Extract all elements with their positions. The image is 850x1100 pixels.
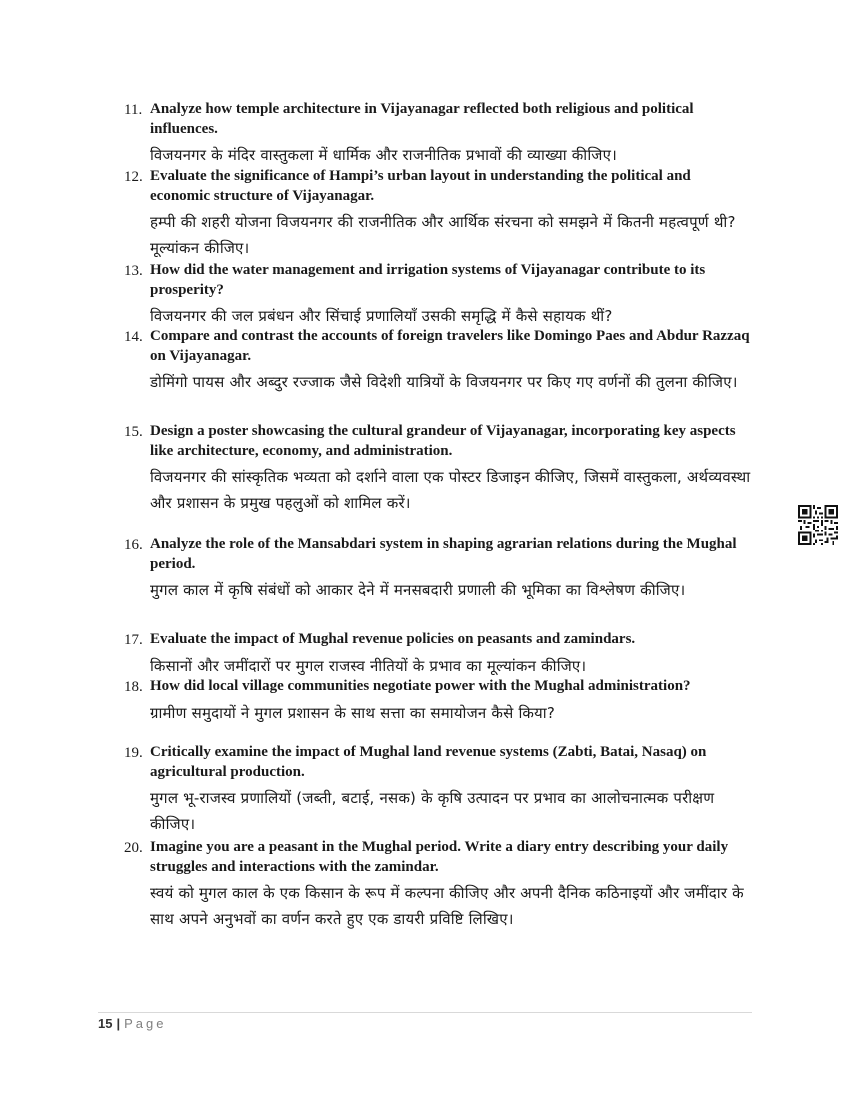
question-text-hindi: मुगल काल में कृषि संबंधों को आकार देने में मनसबदारी प्रणाली की भूमिका का विश्लेषण कीजिए। [150,581,686,599]
page-label: Page [124,1016,167,1031]
question-15 [124,422,752,516]
question-text-english: How did the water management and irrigation systems of Vijayanagar contribute to its prosperity? [150,262,706,298]
question-text-hindi: विजयनगर की सांस्कृतिक भव्यता को दर्शाने वाला एक पोस्टर डिजाइन कीजिए, जिसमें वास्तुकला, अर्थव्यवस्था और प्रशासन के प्रमुख पहलुओं को शामिल करें। [150,468,751,512]
question-text-hindi: विजयनगर के मंदिर वास्तुकला में धार्मिक और राजनीतिक प्रभावों की व्याख्या कीजिए। [150,146,617,164]
question-text-english: Imagine you are a peasant in the Mughal period. Write a diary entry describing your daily struggles and interactions with the zamindar. [150,839,729,875]
page-footer [98,1016,166,1031]
qr-code-icon [798,505,838,545]
question-18 [124,677,752,726]
question-number: 12. [124,169,143,185]
question-text-english: Evaluate the impact of Mughal revenue policies on peasants and zamindars. [150,631,636,647]
question-text-hindi: मुगल भू-राजस्व प्रणालियों (जब्ती, बटाई, नसक) के कृषि उत्पादन पर प्रभाव का आलोचनात्मक परीक्षण कीजिए। [150,789,715,833]
question-text-english: Critically examine the impact of Mughal land revenue systems (Zabti, Batai, Nasaq) on agricultural production. [150,744,707,780]
question-20 [124,838,752,932]
question-text-hindi: डोमिंगो पायस और अब्दुर रज्जाक जैसे विदेशी यात्रियों के विजयनगर पर किए गए वर्णनों की तुलना कीजिए। [150,373,738,391]
question-number: 20. [124,840,143,856]
question-text-english: Design a poster showcasing the cultural grandeur of Vijayanagar, incorporating key aspects like architecture, economy, and administration. [150,423,736,459]
question-14 [124,327,752,395]
question-19 [124,743,752,837]
question-number: 17. [124,632,143,648]
question-text-hindi: हम्पी की शहरी योजना विजयनगर की राजनीतिक और आर्थिक संरचना को समझने में कितनी महत्वपूर्ण थी? मूल्यांकन कीजिए। [150,213,736,257]
question-number: 18. [124,679,143,695]
question-number: 11. [124,102,143,118]
question-text-hindi: किसानों और जमींदारों पर मुगल राजस्व नीतियों के प्रभाव का मूल्यांकन कीजिए। [150,656,587,675]
footer-separator: | [116,1016,121,1031]
page-number: 15 [98,1016,113,1031]
question-number: 13. [124,263,143,279]
question-12 [124,167,752,261]
question-text-hindi: विजयनगर की जल प्रबंधन और सिंचाई प्रणालियाँ उसकी समृद्धि में कैसे सहायक थीं? [150,307,613,325]
question-13 [124,261,752,329]
question-text-english: How did local village communities negotiate power with the Mughal administration? [150,678,691,694]
footer-divider [98,1012,752,1013]
question-text-english: Analyze the role of the Mansabdari system in shaping agrarian relations during the Mughal period. [150,536,737,572]
question-text-english: Analyze how temple architecture in Vijayanagar reflected both religious and political influences. [150,101,694,137]
question-text-hindi: स्वयं को मुगल काल के एक किसान के रूप में कल्पना कीजिए और अपनी दैनिक कठिनाइयों और जमींदार के साथ अपने अनुभवों का वर्णन करते हुए एक डायरी प्रविष्टि लिखिए। [150,884,744,928]
question-text-english: Evaluate the significance of Hampi’s urban layout in understanding the political and economic structure of Vijayanagar. [150,168,691,204]
question-11 [124,100,752,168]
question-text-hindi: ग्रामीण समुदायों ने मुगल प्रशासन के साथ सत्ता का समायोजन कैसे किया? [150,703,556,722]
question-number: 19. [124,745,143,761]
question-16 [124,535,752,603]
question-number: 14. [124,329,143,345]
question-number: 16. [124,537,143,553]
question-text-english: Compare and contrast the accounts of foreign travelers like Domingo Paes and Abdur Razzaq on Vijayanagar. [150,328,750,364]
question-number: 15. [124,424,143,440]
question-17 [124,630,752,679]
